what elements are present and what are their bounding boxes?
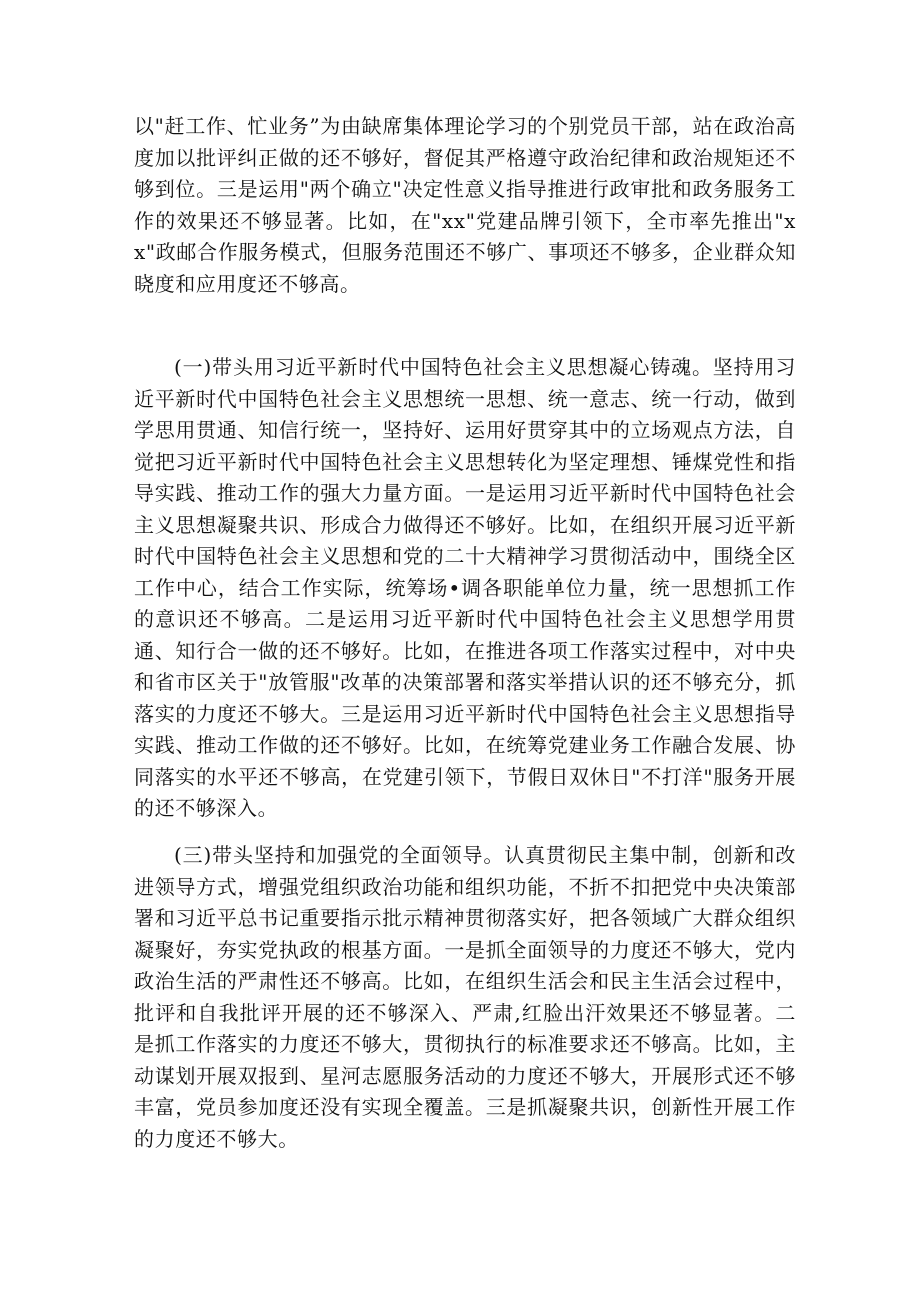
- paragraph-continuation: 以"赶工作、忙业务”为由缺席集体理论学习的个别党员干部，站在政治高度加以批评纠正做的还不够好，督促其严格遵守政治纪律和政治规矩还不够到位。三是运用"两个确立"决定性意义指导推进行政审批和政务服务工作的效果还不够显著。比如，在"xx"党建品牌引领下，全市率先推出"xx"政邮合作服务模式，但服务范围还不够广、事项还不够多，企业群众知晓度和应用度还不够高。: [134, 114, 796, 296]
- paragraph-section-three: (三)带头坚持和加强党的全面领导。认真贯彻民主集中制，创新和改进领导方式，增强党组织政治功能和组织功能，不折不扣把党中央决策部署和习近平总书记重要指示批示精神贯彻落实好，把各领域广大群众组织凝聚好，夯实党执政的根基方面。一是抓全面领导的力度还不够大，党内政治生活的严肃性还不够高。比如，在组织生活会和民主生活会过程中，批评和自我批评开展的还不够深入、严肃,红脸出汗效果还不够显著。二是抓工作落实的力度还不够大，贯彻执行的标准要求还不够高。比如，主动谋划开展双报到、星河志愿服务活动的力度还不够大，开展形式还不够丰富，党员参加度还没有实现全覆盖。三是抓凝聚共识，创新性开展工作的力度还不够大。: [134, 843, 796, 1151]
- paragraph-section-one: (一)带头用习近平新时代中国特色社会主义思想凝心铸魂。坚持用习近平新时代中国特色社会主义思想统一思想、统一意志、统一行动，做到学思用贯通、知信行统一，坚持好、运用好贯穿其中的立场观点方法，自觉把习近平新时代中国特色社会主义思想转化为坚定理想、锤煤党性和指导实践、推动工作的强大力量方面。一是运用习近平新时代中国特色社会主义思想凝聚共识、形成合力做得还不够好。比如，在组织开展习近平新时代中国特色社会主义思想和党的二十大精神学习贯彻活动中，围绕全区工作中心，结合工作实际，统筹场•调各职能单位力量，统一思想抓工作的意识还不够高。二是运用习近平新时代中国特色社会主义思想学用贯通、知行合一做的还不够好。比如，在推进各项工作落实过程中，对中央和省市区关于"放管服"改革的决策部署和落实举措认识的还不够充分，抓落实的力度还不够大。三是运用习近平新时代中国特色社会主义思想指导实践、推动工作做的还不够好。比如，在统筹党建业务工作融合发展、协同落实的水平还不够高，在党建引领下，节假日双休日"不打洋"服务开展的还不够深入。: [134, 355, 796, 820]
